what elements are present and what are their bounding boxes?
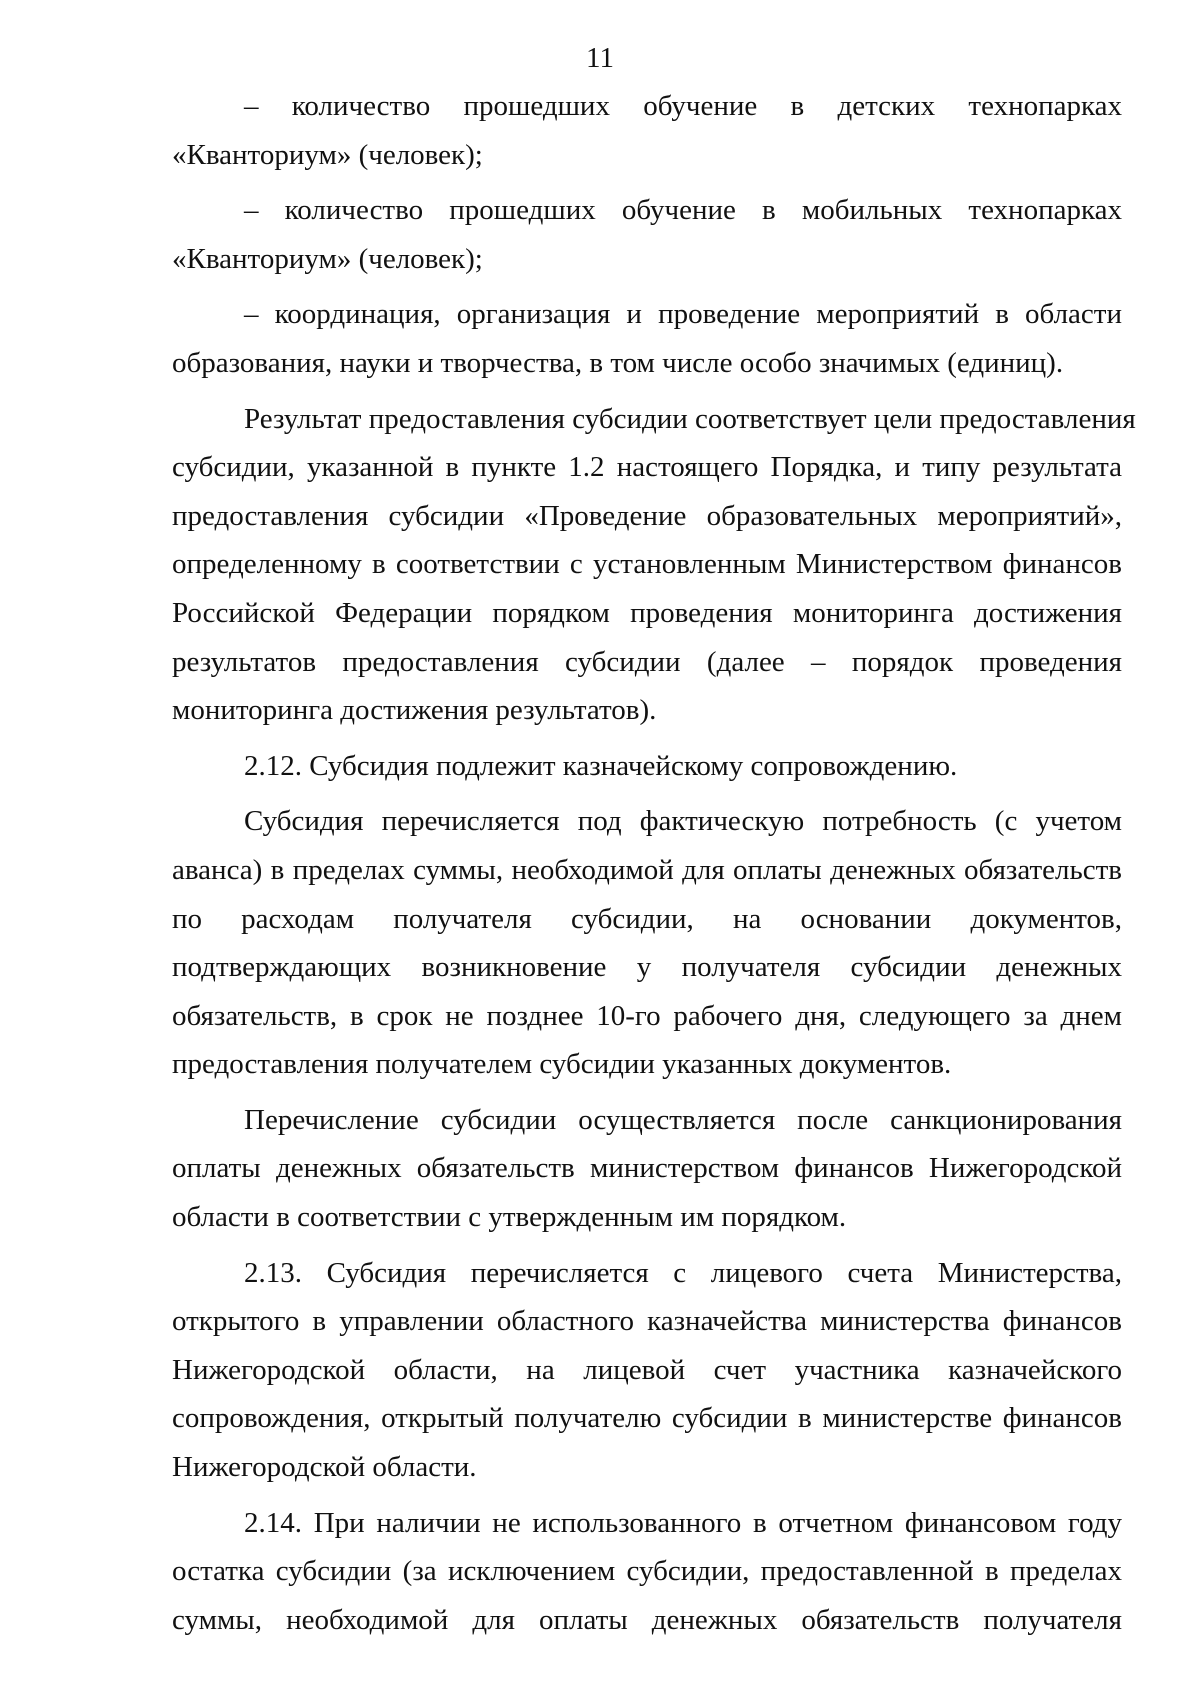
text-line: субсидии, указанной в пункте 1.2 настоящего Порядка, и типу результата bbox=[172, 451, 1122, 484]
text-line: области в соответствии с утвержденным им порядком. bbox=[172, 1201, 847, 1234]
paragraph-sanctioning bbox=[172, 1096, 1122, 1242]
text-line: образования, науки и творчества, в том числе особо значимых (единиц). bbox=[172, 346, 1064, 379]
text-line: Перечисление субсидии осуществляется после санкционирования bbox=[244, 1103, 1122, 1136]
paragraph-indicator-detskie-technoparki bbox=[172, 82, 1122, 179]
text-line: Нижегородской области, на лицевой счет участника казначейского bbox=[172, 1353, 1122, 1386]
text-line: «Кванториум» (человек); bbox=[172, 242, 483, 275]
text-line: – координация, организация и проведение мероприятий в области bbox=[244, 298, 1122, 331]
text-line: подтверждающих возникновение у получателя субсидии денежных bbox=[172, 951, 1122, 984]
text-line: 2.13. Субсидия перечисляется с лицевого счета Министерства, bbox=[244, 1256, 1122, 1289]
page-number: 11 bbox=[586, 42, 614, 74]
text-line: – количество прошедших обучение в мобильных технопарках bbox=[244, 194, 1122, 227]
text-line: Результат предоставления субсидии соответствует цели предоставления bbox=[244, 402, 1136, 435]
text-line: по расходам получателя субсидии, на основании документов, bbox=[172, 902, 1122, 935]
text-line: остатка субсидии (за исключением субсидии, предоставленной в пределах bbox=[172, 1555, 1122, 1588]
document-body bbox=[172, 82, 1136, 1644]
paragraph-subsidy-transfer-need bbox=[172, 797, 1122, 1089]
text-line: 2.14. При наличии не использованного в отчетном финансовом году bbox=[244, 1506, 1122, 1539]
paragraph-2-13 bbox=[172, 1249, 1122, 1492]
text-line: обязательств, в срок не позднее 10-го рабочего дня, следующего за днем bbox=[172, 999, 1122, 1032]
text-line: суммы, необходимой для оплаты денежных обязательств получателя bbox=[172, 1603, 1122, 1636]
text-line: предоставления получателем субсидии указанных документов. bbox=[172, 1048, 952, 1081]
paragraph-indicator-meropriyatiya bbox=[172, 290, 1122, 387]
text-line: Российской Федерации порядком проведения мониторинга достижения bbox=[172, 596, 1122, 629]
text-line: «Кванториум» (человек); bbox=[172, 138, 483, 171]
paragraph-indicator-mobilnye-technoparki bbox=[172, 186, 1122, 283]
text-line: – количество прошедших обучение в детских технопарках bbox=[244, 90, 1122, 122]
text-line: оплаты денежных обязательств министерством финансов Нижегородской bbox=[172, 1152, 1122, 1185]
text-line: открытого в управлении областного казначейства министерства финансов bbox=[172, 1305, 1122, 1338]
text-line: Субсидия перечисляется под фактическую потребность (с учетом bbox=[244, 805, 1122, 838]
paragraph-2-12 bbox=[172, 742, 1122, 791]
text-line: 2.12. Субсидия подлежит казначейскому сопровождению. bbox=[244, 749, 958, 782]
text-line: аванса) в пределах суммы, необходимой для оплаты денежных обязательств bbox=[172, 853, 1122, 886]
text-line: определенному в соответствии с установленным Министерством финансов bbox=[172, 548, 1122, 581]
text-line: результатов предоставления субсидии (далее – порядок проведения bbox=[172, 645, 1122, 678]
text-line: Нижегородской области. bbox=[172, 1451, 477, 1484]
paragraph-2-14 bbox=[172, 1499, 1122, 1645]
text-line: предоставления субсидии «Проведение образовательных мероприятий», bbox=[172, 499, 1122, 532]
paragraph-result-of-subsidy bbox=[172, 395, 1136, 735]
text-line: сопровождения, открытый получателю субсидии в министерстве финансов bbox=[172, 1402, 1122, 1435]
text-line: мониторинга достижения результатов). bbox=[172, 694, 657, 727]
